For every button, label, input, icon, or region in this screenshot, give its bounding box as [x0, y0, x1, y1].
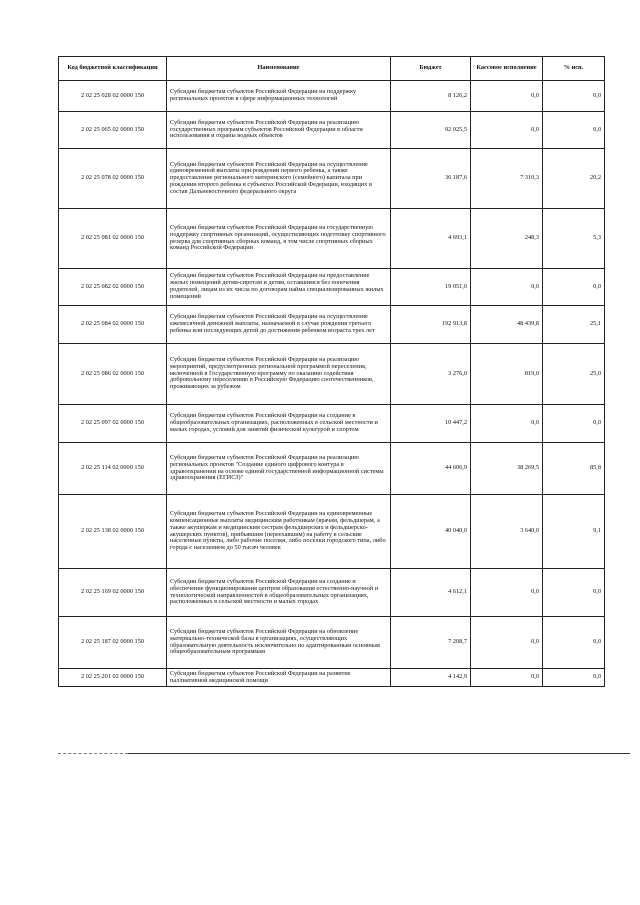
budget-code-cell: 2 02 25 028 02 0000 150	[59, 81, 167, 112]
budget-amount-cell: 192 913,8	[391, 306, 471, 344]
header-name: Наименование	[167, 57, 391, 81]
table-row	[59, 495, 605, 569]
header-code: Код бюджетной классификации	[59, 57, 167, 81]
table-row	[59, 669, 605, 687]
cash-execution-cell: 48 439,8	[471, 306, 543, 344]
percent-executed-cell: 0,0	[543, 112, 605, 149]
cash-execution-cell: 0,0	[471, 269, 543, 306]
table-header-row	[59, 57, 605, 81]
budget-amount-cell: 10 447,2	[391, 405, 471, 443]
header-budget: Бюджет	[391, 57, 471, 81]
budget-amount-cell: 8 126,2	[391, 81, 471, 112]
table-row	[59, 269, 605, 306]
budget-code-cell: 2 02 25 065 02 0000 150	[59, 112, 167, 149]
budget-code-cell: 2 02 25 078 02 0000 150	[59, 149, 167, 209]
subsidy-name-cell: Субсидии бюджетам субъектов Российской Федерации на государственную поддержку спортивных организаций, осуществляющих подготовку спортивного резерва для спортивных сборных команд, в том числе спортивных сборных команд Российской Федерации	[167, 209, 391, 269]
subsidy-name-cell: Субсидии бюджетам субъектов Российской Федерации на реализацию региональных проектов "Создание единого цифрового контура в здравоохранении на основе единой государственной информационной системы здравоохранения (ЕГИСЗ)"	[167, 443, 391, 495]
table-row	[59, 112, 605, 149]
budget-amount-cell: 4 142,9	[391, 669, 471, 687]
cash-execution-cell: 0,0	[471, 669, 543, 687]
subsidy-name-cell: Субсидии бюджетам субъектов Российской Федерации на реализацию мероприятий, предусмотренных региональной программой переселения, включенной в Государственную программу по оказанию содействия добровольному переселению в Российскую Федерацию соотечественников, проживающих за рубежом	[167, 344, 391, 405]
budget-code-cell: 2 02 25 169 02 0000 150	[59, 569, 167, 617]
table-row	[59, 344, 605, 405]
table-row	[59, 81, 605, 112]
cash-execution-cell: 0,0	[471, 405, 543, 443]
percent-executed-cell: 0,0	[543, 669, 605, 687]
table-row	[59, 569, 605, 617]
budget-amount-cell: 44 606,9	[391, 443, 471, 495]
header-percent: % исп.	[543, 57, 605, 81]
cash-execution-cell: 819,0	[471, 344, 543, 405]
subsidy-name-cell: Субсидии бюджетам субъектов Российской Федерации на реализацию государственных программ субъектов Российской Федерации в области использования и охраны водных объектов	[167, 112, 391, 149]
subsidy-name-cell: Субсидии бюджетам субъектов Российской Федерации на осуществление ежемесячной денежной выплаты, назначаемой в случае рождения третьего ребенка или последующих детей до достижения ребенком возраста трех лет	[167, 306, 391, 344]
budget-code-cell: 2 02 25 187 02 0000 150	[59, 617, 167, 669]
budget-code-cell: 2 02 25 081 02 0000 150	[59, 209, 167, 269]
cash-execution-cell: 0,0	[471, 569, 543, 617]
percent-executed-cell: 85,8	[543, 443, 605, 495]
cash-execution-cell: 248,3	[471, 209, 543, 269]
subsidy-name-cell: Субсидии бюджетам субъектов Российской Федерации на поддержку региональных проектов в сфере информационных технологий	[167, 81, 391, 112]
subsidy-name-cell: Субсидии бюджетам субъектов Российской Федерации на осуществление единовременной выплаты при рождении первого ребенка, а также предоставление регионального материнского (семейного) капитала при рождении второго ребенка в субъектах Российской Федерации, входящих в состав Дальневосточного федерального округа	[167, 149, 391, 209]
percent-executed-cell: 9,1	[543, 495, 605, 569]
budget-code-cell: 2 02 25 138 02 0000 150	[59, 495, 167, 569]
table-row	[59, 617, 605, 669]
budget-amount-cell: 36 187,6	[391, 149, 471, 209]
percent-executed-cell: 0,0	[543, 617, 605, 669]
subsidy-name-cell: Субсидии бюджетам субъектов Российской Федерации на единовременные компенсационные выплаты медицинским работникам (врачам, фельдшерам, а также акушеркам и медицинским сестрам фельдшерских и фельдшерско-акушерских пунктов), прибывшим (переехавшим) на работу в сельские населенные пункты, либо рабочие поселки, либо поселки городского типа, либо города с населением до 50 тысяч человек	[167, 495, 391, 569]
budget-table	[58, 56, 605, 687]
percent-executed-cell: 25,1	[543, 306, 605, 344]
budget-code-cell: 2 02 25 201 02 0000 150	[59, 669, 167, 687]
percent-executed-cell: 0,0	[543, 405, 605, 443]
budget-amount-cell: 4 693,1	[391, 209, 471, 269]
budget-code-cell: 2 02 25 082 02 0000 150	[59, 269, 167, 306]
subsidy-name-cell: Субсидии бюджетам субъектов Российской Федерации на создание и обеспечение функционирования центров образования естественно-научной и технологической направленностей в общеобразовательных организациях, расположенных в сельской местности и малых городах	[167, 569, 391, 617]
budget-amount-cell: 3 276,0	[391, 344, 471, 405]
table-row	[59, 149, 605, 209]
cash-execution-cell: 38 269,5	[471, 443, 543, 495]
budget-amount-cell: 7 208,7	[391, 617, 471, 669]
percent-executed-cell: 0,0	[543, 269, 605, 306]
budget-code-cell: 2 02 25 114 02 0000 150	[59, 443, 167, 495]
subsidy-name-cell: Субсидии бюджетам субъектов Российской Федерации на создание в общеобразовательных организациях, расположенных в сельской местности и малых городах, условий для занятий физической культурой и спортом	[167, 405, 391, 443]
table-row	[59, 443, 605, 495]
percent-executed-cell: 5,3	[543, 209, 605, 269]
budget-code-cell: 2 02 25 086 02 0000 150	[59, 344, 167, 405]
footer-rule	[128, 753, 630, 754]
percent-executed-cell: 20,2	[543, 149, 605, 209]
budget-code-cell: 2 02 25 084 02 0000 150	[59, 306, 167, 344]
table-row	[59, 209, 605, 269]
cash-execution-cell: 0,0	[471, 81, 543, 112]
header-execution: Кассовое исполнение	[471, 57, 543, 81]
cash-execution-cell: 0,0	[471, 112, 543, 149]
cash-execution-cell: 7 310,3	[471, 149, 543, 209]
budget-amount-cell: 19 051,0	[391, 269, 471, 306]
percent-executed-cell: 0,0	[543, 81, 605, 112]
budget-amount-cell: 40 040,0	[391, 495, 471, 569]
budget-amount-cell: 92 025,5	[391, 112, 471, 149]
percent-executed-cell: 0,0	[543, 569, 605, 617]
table-row	[59, 306, 605, 344]
percent-executed-cell: 25,0	[543, 344, 605, 405]
table-row	[59, 405, 605, 443]
cash-execution-cell: 0,0	[471, 617, 543, 669]
subsidy-name-cell: Субсидии бюджетам субъектов Российской Федерации на предоставление жилых помещений детям-сиротам и детям, оставшимся без попечения родителей, лицам из их числа по договорам найма специализированных жилых помещений	[167, 269, 391, 306]
budget-amount-cell: 4 612,1	[391, 569, 471, 617]
subsidy-name-cell: Субсидии бюджетам субъектов Российской Федерации на развитие паллиативной медицинской помощи	[167, 669, 391, 687]
budget-code-cell: 2 02 25 097 02 0000 150	[59, 405, 167, 443]
table-body	[59, 81, 605, 687]
cash-execution-cell: 3 640,0	[471, 495, 543, 569]
footer-dashed-line	[58, 753, 128, 754]
subsidy-name-cell: Субсидии бюджетам субъектов Российской Федерации на обновление материально-технической базы в организациях, осуществляющих образовательную деятельность исключительно по адаптированным основным общеобразовательным программам	[167, 617, 391, 669]
